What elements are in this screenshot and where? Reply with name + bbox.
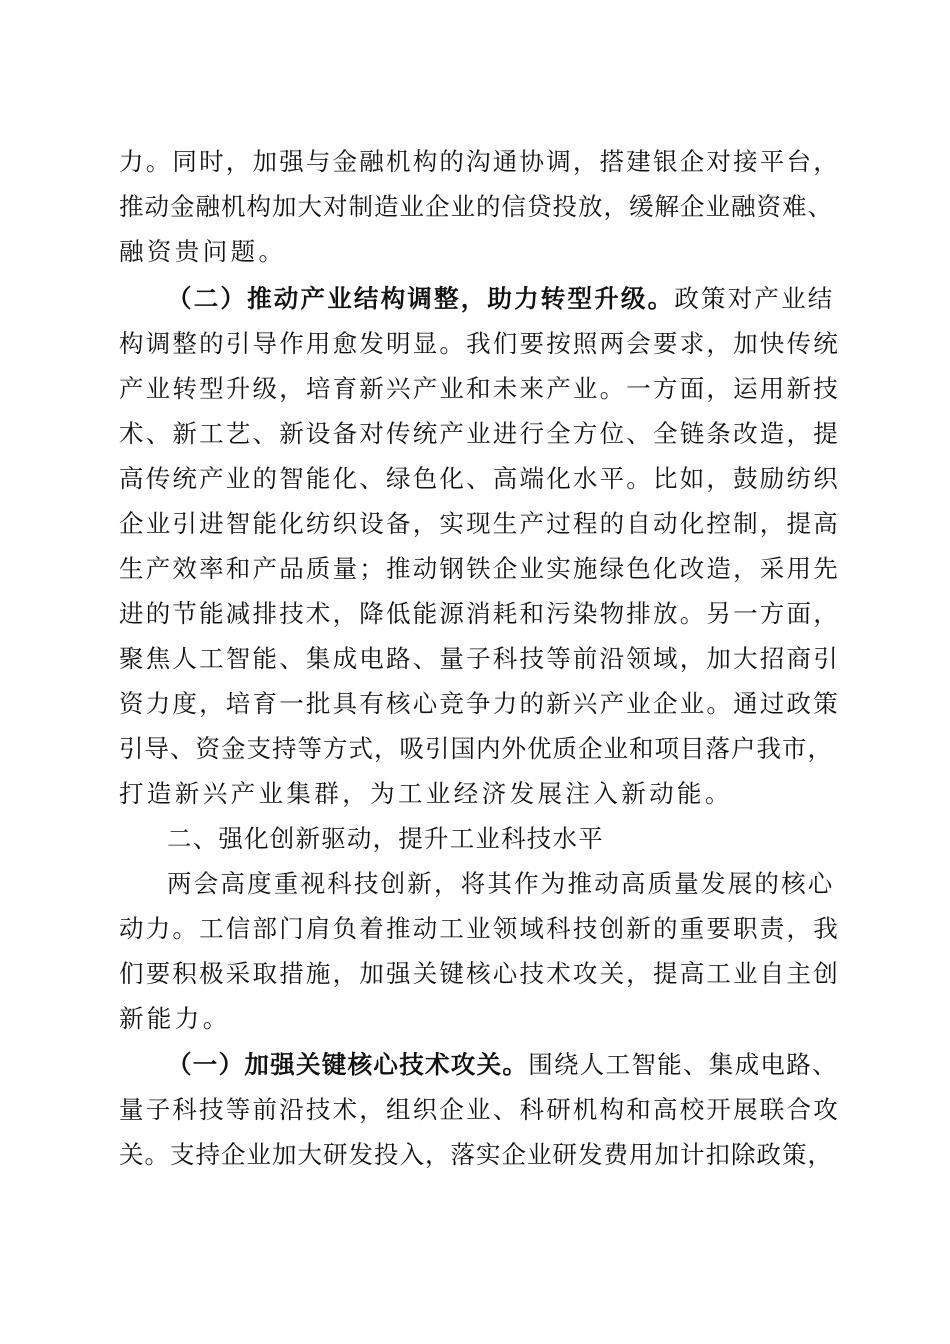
paragraph-line: 融资贵问题。 xyxy=(119,237,287,266)
paragraph-line: 生产效率和产品质量；推动钢铁企业实施绿色化改造，采用先 xyxy=(119,554,840,583)
paragraph-line: 术、新工艺、新设备对传统产业进行全方位、全链条改造，提 xyxy=(119,419,840,448)
paragraph-line: 进的节能减排技术，降低能源消耗和污染物排放。另一方面， xyxy=(119,599,840,628)
paragraph-line: 企业引进智能化纺织设备，实现生产过程的自动化控制，提高 xyxy=(119,509,840,538)
paragraph-line: 产业转型升级，培育新兴产业和未来产业。一方面，运用新技 xyxy=(119,374,840,403)
paragraph-line: 引导、资金支持等方式，吸引国内外优质企业和项目落户我市， xyxy=(119,734,833,763)
paragraph-line: 构调整的引导作用愈发明显。我们要按照两会要求，加快传统 xyxy=(119,329,840,358)
paragraph-first-line xyxy=(167,1042,839,1088)
paragraph-line: 力。同时，加强与金融机构的沟通协调，搭建银企对接平台， xyxy=(119,147,840,176)
paragraph-text: 政策对产业结 xyxy=(674,284,835,313)
paragraph-line: 资力度，培育一批具有核心竞争力的新兴产业企业。通过政策 xyxy=(119,689,840,718)
paragraph-text: 围绕人工智能、集成电路、 xyxy=(528,1050,838,1079)
paragraph-first-line: 两会高度重视科技创新，将其作为推动高质量发展的核心 xyxy=(167,869,835,898)
section-heading: 二、强化创新驱动，提升工业科技水平 xyxy=(167,824,604,853)
paragraph-line: 新能力。 xyxy=(119,1004,231,1033)
paragraph-line: 推动金融机构加大对制造业企业的信贷投放，缓解企业融资难、 xyxy=(119,192,833,221)
paragraph-line: 们要积极采取措施，加强关键核心技术攻关，提高工业自主创 xyxy=(119,959,840,988)
subheading-lead: （二）推动产业结构调整，助力转型升级。 xyxy=(167,284,675,313)
paragraph-line: 量子科技等前沿技术，组织企业、科研机构和高校开展联合攻 xyxy=(119,1095,840,1124)
paragraph-first-line xyxy=(167,276,839,322)
paragraph-line: 打造新兴产业集群，为工业经济发展注入新动能。 xyxy=(119,779,733,808)
paragraph-line: 关。支持企业加大研发投入，落实企业研发费用加计扣除政策， xyxy=(119,1140,833,1169)
paragraph-line: 高传统产业的智能化、绿色化、高端化水平。比如，鼓励纺织 xyxy=(119,464,840,493)
paragraph-line: 聚焦人工智能、集成电路、量子科技等前沿领域，加大招商引 xyxy=(119,644,840,673)
paragraph-line: 动力。工信部门肩负着推动工业领域科技创新的重要职责，我 xyxy=(119,914,840,943)
subheading-lead: （一）加强关键核心技术攻关。 xyxy=(167,1050,529,1079)
